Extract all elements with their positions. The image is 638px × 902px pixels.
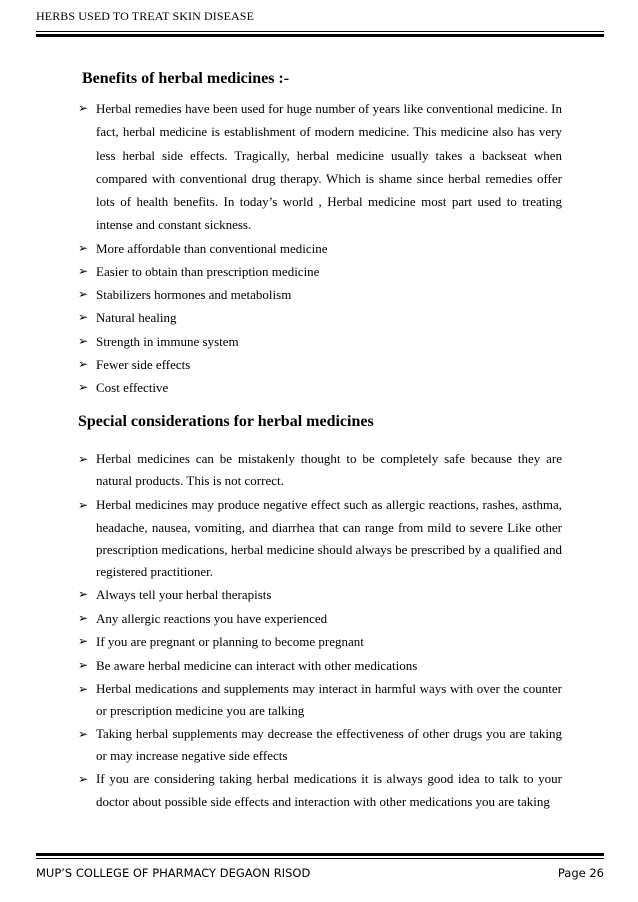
footer-page-number: Page 26 [557, 866, 604, 880]
arrow-bullet-icon: ➢ [78, 263, 89, 278]
list-item: ➢ Any allergic reactions you have experienced [78, 607, 562, 631]
list-item: ➢ Be aware herbal medicine can interact with other medications [78, 654, 562, 678]
list-item: ➢ Always tell your herbal therapists [78, 583, 562, 607]
running-header: HERBS USED TO TREAT SKIN DISEASE [36, 9, 255, 23]
arrow-bullet-icon: ➢ [78, 498, 89, 513]
arrow-bullet-icon: ➢ [78, 610, 89, 625]
arrow-bullet-icon: ➢ [78, 727, 89, 741]
list-item: ➢ Herbal medicines can be mistakenly thought to be completely safe because they are natural products. This is not correct. [78, 448, 562, 492]
list-item: ➢ Fewer side effects [78, 353, 562, 376]
arrow-bullet-icon: ➢ [78, 658, 89, 672]
list-item: ➢ Strength in immune system [78, 330, 562, 353]
considerations-list [78, 448, 562, 813]
header-rule-thin [36, 31, 604, 32]
arrow-bullet-icon: ➢ [78, 681, 89, 696]
list-item: ➢ If you are considering taking herbal medications it is always good idea to talk to your doctor about possible side effects and interaction with other medications you are taking [78, 768, 562, 812]
arrow-bullet-icon: ➢ [78, 101, 89, 115]
header-rule-thick [36, 34, 604, 37]
list-item: ➢ Herbal medicines may produce negative effect such as allergic reactions, rashes, asthma, headache, nausea, vomiting, and diarrhea that can range from mild to severe Like other prescription medications, herbal medicine should always be prescribed by a qualified and registered practitioner. [78, 494, 562, 583]
list-item: ➢ Taking herbal supplements may decrease the effectiveness of other drugs you are taking or may increase negative side effects [78, 723, 562, 767]
list-item: ➢ Stabilizers hormones and metabolism [78, 283, 562, 306]
footer-rule-thin [36, 858, 604, 859]
arrow-bullet-icon: ➢ [78, 587, 89, 602]
list-item: ➢ Easier to obtain than prescription medicine [78, 260, 562, 283]
list-item: ➢ If you are pregnant or planning to become pregnant [78, 630, 562, 654]
arrow-bullet-icon: ➢ [78, 310, 89, 325]
arrow-bullet-icon: ➢ [78, 287, 89, 302]
arrow-bullet-icon: ➢ [78, 772, 89, 787]
arrow-bullet-icon: ➢ [78, 356, 89, 371]
list-item: ➢ Natural healing [78, 306, 562, 329]
section-heading-benefits: Benefits of herbal medicines :- [82, 70, 290, 87]
arrow-bullet-icon: ➢ [78, 333, 89, 348]
list-item: ➢ Herbal medications and supplements may interact in harmful ways with over the counter or prescription medicine you are talking [78, 678, 562, 722]
footer-college-name: MUP’S COLLEGE OF PHARMACY DEGAON RISOD [36, 866, 311, 880]
arrow-bullet-icon: ➢ [78, 634, 89, 649]
list-item: ➢ Herbal remedies have been used for huge number of years like conventional medicine. In fact, herbal medicine is establishment of modern medicine. This medicine also has very less herbal side effects. Tragically, herbal medicine usually takes a backseat when compared with conventional drug therapy. Which is shame since herbal remedies offer lots of health benefits. In today’s world , Herbal medicine most part used to treating intense and constant sickness. [78, 97, 562, 237]
arrow-bullet-icon: ➢ [78, 240, 89, 255]
list-item: ➢ More affordable than conventional medicine [78, 237, 562, 260]
arrow-bullet-icon: ➢ [78, 380, 89, 394]
arrow-bullet-icon: ➢ [78, 452, 89, 466]
section-heading-special-considerations: Special considerations for herbal medicines [78, 413, 374, 430]
list-item: ➢ Cost effective [78, 376, 562, 399]
benefits-list [78, 97, 562, 399]
footer-rule-thick [36, 853, 604, 856]
